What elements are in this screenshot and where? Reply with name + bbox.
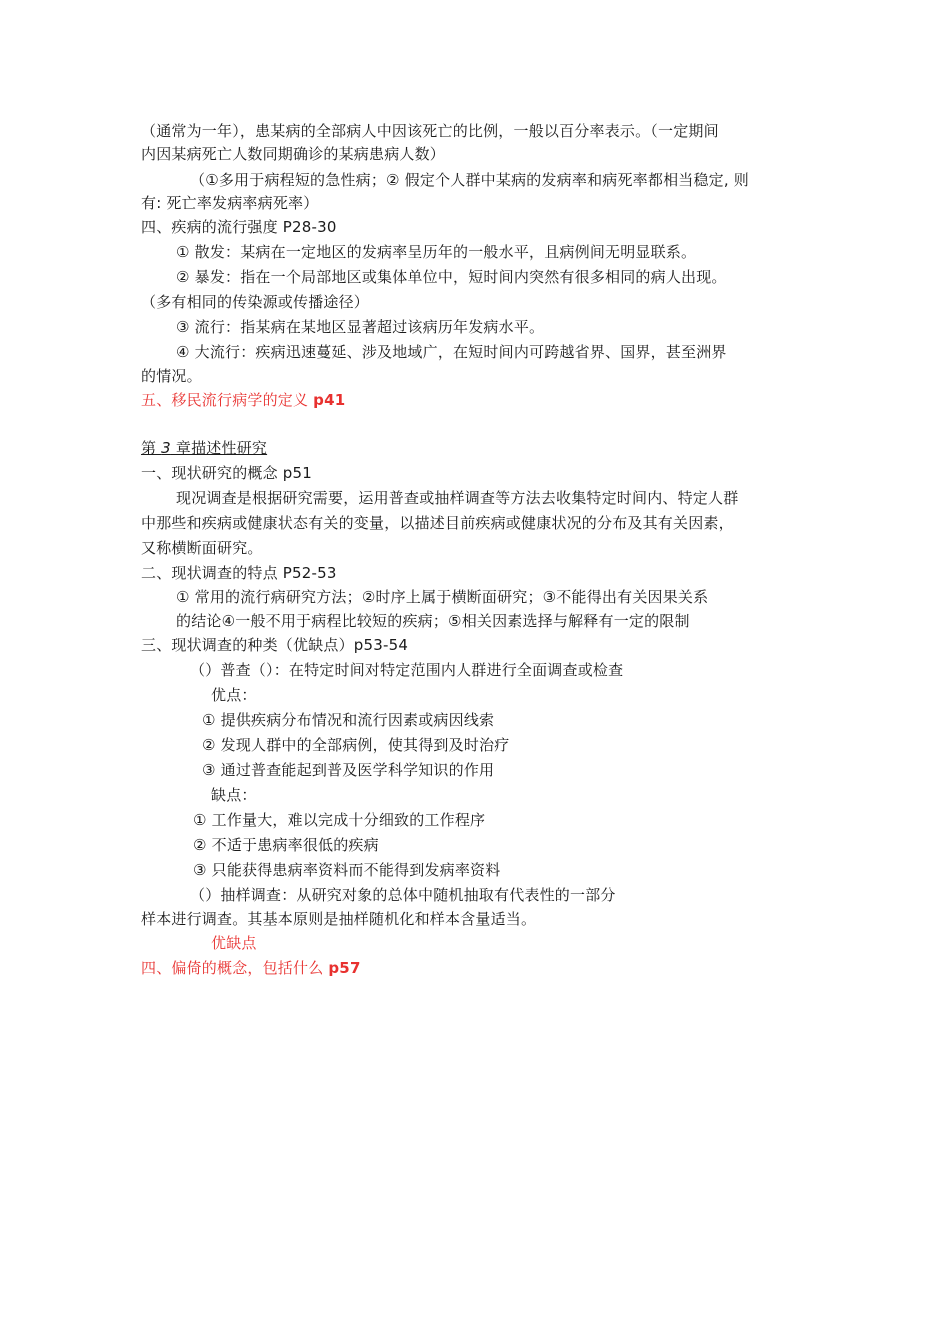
paragraph-line: 现况调查是根据研究需要，运用普查或抽样调查等方法去收集特定时间内、特定人群 <box>176 489 739 507</box>
section-heading-red <box>141 390 345 410</box>
text-line: 的情况。 <box>141 367 202 385</box>
section-heading: 一、现状研究的概念 p51 <box>141 464 312 482</box>
chapter-name: 章描述性研究 <box>170 439 268 457</box>
page-ref: p41 <box>313 391 346 409</box>
paragraph-line: 样本进行调查。其基本原则是抽样随机化和样本含量适当。 <box>141 910 537 928</box>
label: 缺点： <box>211 786 257 804</box>
chapter-prefix: 第 <box>141 439 162 457</box>
list-item: ① 提供疾病分布情况和流行因素或病因线索 <box>202 711 495 729</box>
label: 优点： <box>211 686 257 704</box>
text-line: （①多用于病程短的急性病；② 假定个人群中某病的发病率和病死率都相当稳定, 则 <box>190 171 750 189</box>
heading-text: 五、移民流行病学的定义 <box>141 391 314 409</box>
list-item: ① 常用的流行病研究方法；②时序上属于横断面研究；③不能得出有关因果关系 <box>176 588 709 606</box>
subsection: （）普查（）：在特定时间对特定范围内人群进行全面调查或检查 <box>190 661 624 679</box>
subsection: （）抽样调查：从研究对象的总体中随机抽取有代表性的一部分 <box>190 886 616 904</box>
heading-text: 四、偏倚的概念，包括什么 <box>141 959 329 977</box>
list-item: 的结论④一般不用于病程比较短的疾病；⑤相关因素选择与解释有一定的限制 <box>176 612 690 630</box>
text-line: 内因某病死亡人数同期确诊的某病患病人数） <box>141 145 446 163</box>
label-red: 优缺点 <box>211 934 257 952</box>
list-item: ③ 只能获得患病率资料而不能得到发病率资料 <box>193 861 501 879</box>
text-line: （通常为一年），患某病的全部病人中因该死亡的比例，一般以百分率表示。（一定期间 <box>141 122 719 140</box>
list-item: ② 暴发：指在一个局部地区或集体单位中，短时间内突然有很多相同的病人出现。 <box>176 268 727 286</box>
chapter-number: 3 <box>161 439 171 457</box>
paragraph-line: 中那些和疾病或健康状态有关的变量，以描述目前疾病或健康状况的分布及其有关因素， <box>141 514 734 532</box>
list-item: ① 工作量大，难以完成十分细致的工作程序 <box>193 811 486 829</box>
list-item: ④ 大流行：疾病迅速蔓延、涉及地域广，在短时间内可跨越省界、国界，甚至洲界 <box>176 343 727 361</box>
list-item: ② 发现人群中的全部病例，使其得到及时治疗 <box>202 736 510 754</box>
list-item: ① 散发：某病在一定地区的发病率呈历年的一般水平，且病例间无明显联系。 <box>176 243 697 261</box>
page-ref: p57 <box>328 959 361 977</box>
section-heading: 三、现状调查的种类（优缺点）p53-54 <box>141 636 409 654</box>
section-heading: 四、疾病的流行强度 P28-30 <box>141 218 337 236</box>
text-line: （多有相同的传染源或传播途径） <box>141 293 370 311</box>
list-item: ② 不适于患病率很低的疾病 <box>193 836 379 854</box>
section-heading: 二、现状调查的特点 P52-53 <box>141 564 337 582</box>
list-item: ③ 通过普查能起到普及医学科学知识的作用 <box>202 761 495 779</box>
text-line: 有: 死亡率发病率病死率） <box>141 194 319 212</box>
section-heading-red <box>141 958 361 978</box>
paragraph-line: 又称横断面研究。 <box>141 539 263 557</box>
list-item: ③ 流行：指某病在某地区显著超过该病历年发病水平。 <box>176 318 545 336</box>
chapter-title <box>141 438 267 458</box>
